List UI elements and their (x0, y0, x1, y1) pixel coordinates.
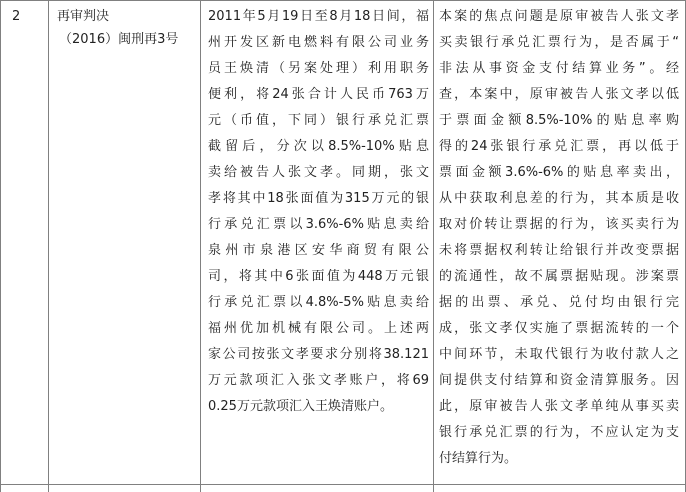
facts-line: 元（币值，下同）银行承兑汇票 (208, 113, 429, 128)
facts-cell (208, 4, 429, 420)
reasoning-line: 的流通性，故不属票据贴现。涉案票 (439, 269, 679, 284)
reasoning-line: 从中获取利息差的行为，其本质是收 (439, 191, 679, 206)
reasoning-line: 银行承兑汇票的行为，不应认定为支 (439, 425, 679, 440)
reasoning-line: 本案的焦点问题是原审被告人张文孝 (439, 9, 679, 24)
reasoning-line: 此，原审被告人张文孝单纯从事买卖 (439, 399, 679, 414)
reasoning-line: 未将票据权利转让给银行并改变票据 (439, 243, 679, 258)
facts-line: 行承兑汇票以3.6%-6%贴息卖给 (208, 217, 429, 232)
case-number: （2016）闽刑再3号 (59, 32, 179, 47)
table-top-border (0, 0, 686, 1)
facts-line: 卖给被告人张文孝。同期，张文 (208, 165, 429, 180)
reasoning-line: 非法从事资金支付结算业务”。经 (439, 61, 679, 76)
column-border (200, 0, 201, 492)
case-info-cell (57, 7, 192, 53)
reasoning-line: 中间环节，未取代银行为收付款人之 (439, 347, 679, 362)
reasoning-line: 查，本案中，原审被告人张文孝以低 (439, 87, 679, 102)
facts-line: 家公司按张文孝要求分别将38.121 (208, 347, 429, 362)
facts-line: 行承兑汇票以4.8%-5%贴息卖给 (208, 295, 429, 310)
facts-line: 截留后，分次以8.5%-10%贴息 (208, 139, 429, 154)
facts-line: 司，将其中6张面值为448万元银 (208, 269, 429, 284)
row-number: 2 (12, 9, 21, 24)
reasoning-line: 于票面金额8.5%-10%的贴息率购 (439, 113, 679, 128)
reasoning-line: 票面金额3.6%-6%的贴息率卖出， (439, 165, 679, 180)
reasoning-line: 买卖银行承兑汇票行为，是否属于“ (439, 35, 679, 50)
column-border (0, 0, 1, 492)
reasoning-line: 得的24张银行承兑汇票，再以低于 (439, 139, 679, 154)
facts-line: 0.25万元款项汇入王焕清账户。 (208, 399, 393, 414)
facts-line: 泉州市泉港区安华商贸有限公 (208, 243, 429, 258)
row-divider (0, 484, 686, 485)
reasoning-line: 间提供支付结算和资金清算服务。因 (439, 373, 679, 388)
facts-line: 孝将其中18张面值为315万元的银 (208, 191, 429, 206)
facts-line: 员王焕清（另案处理）利用职务 (208, 61, 429, 76)
reasoning-line: 取对价转让票据的行为，该买卖行为 (439, 217, 679, 232)
reasoning-line: 据的出票、承兑、兑付均由银行完 (439, 295, 679, 310)
reasoning-cell (439, 4, 679, 472)
facts-line: 2011年5月19日至8月18日间，福 (208, 9, 429, 24)
reasoning-line: 成，张文孝仅实施了票据流转的一个 (439, 321, 679, 336)
row-number-cell (12, 7, 48, 27)
facts-line: 州开发区新电燃料有限公司业务 (208, 35, 429, 50)
facts-line: 便利，将24张合计人民币763万 (208, 87, 429, 102)
facts-line: 万元款项汇入张文孝账户，将69 (208, 373, 429, 388)
column-border (433, 0, 434, 492)
column-border (48, 0, 49, 492)
judgment-type: 再审判决 (57, 9, 110, 24)
reasoning-line: 付结算行为。 (439, 451, 518, 466)
facts-line: 福州优加机械有限公司。上述两 (208, 321, 429, 336)
